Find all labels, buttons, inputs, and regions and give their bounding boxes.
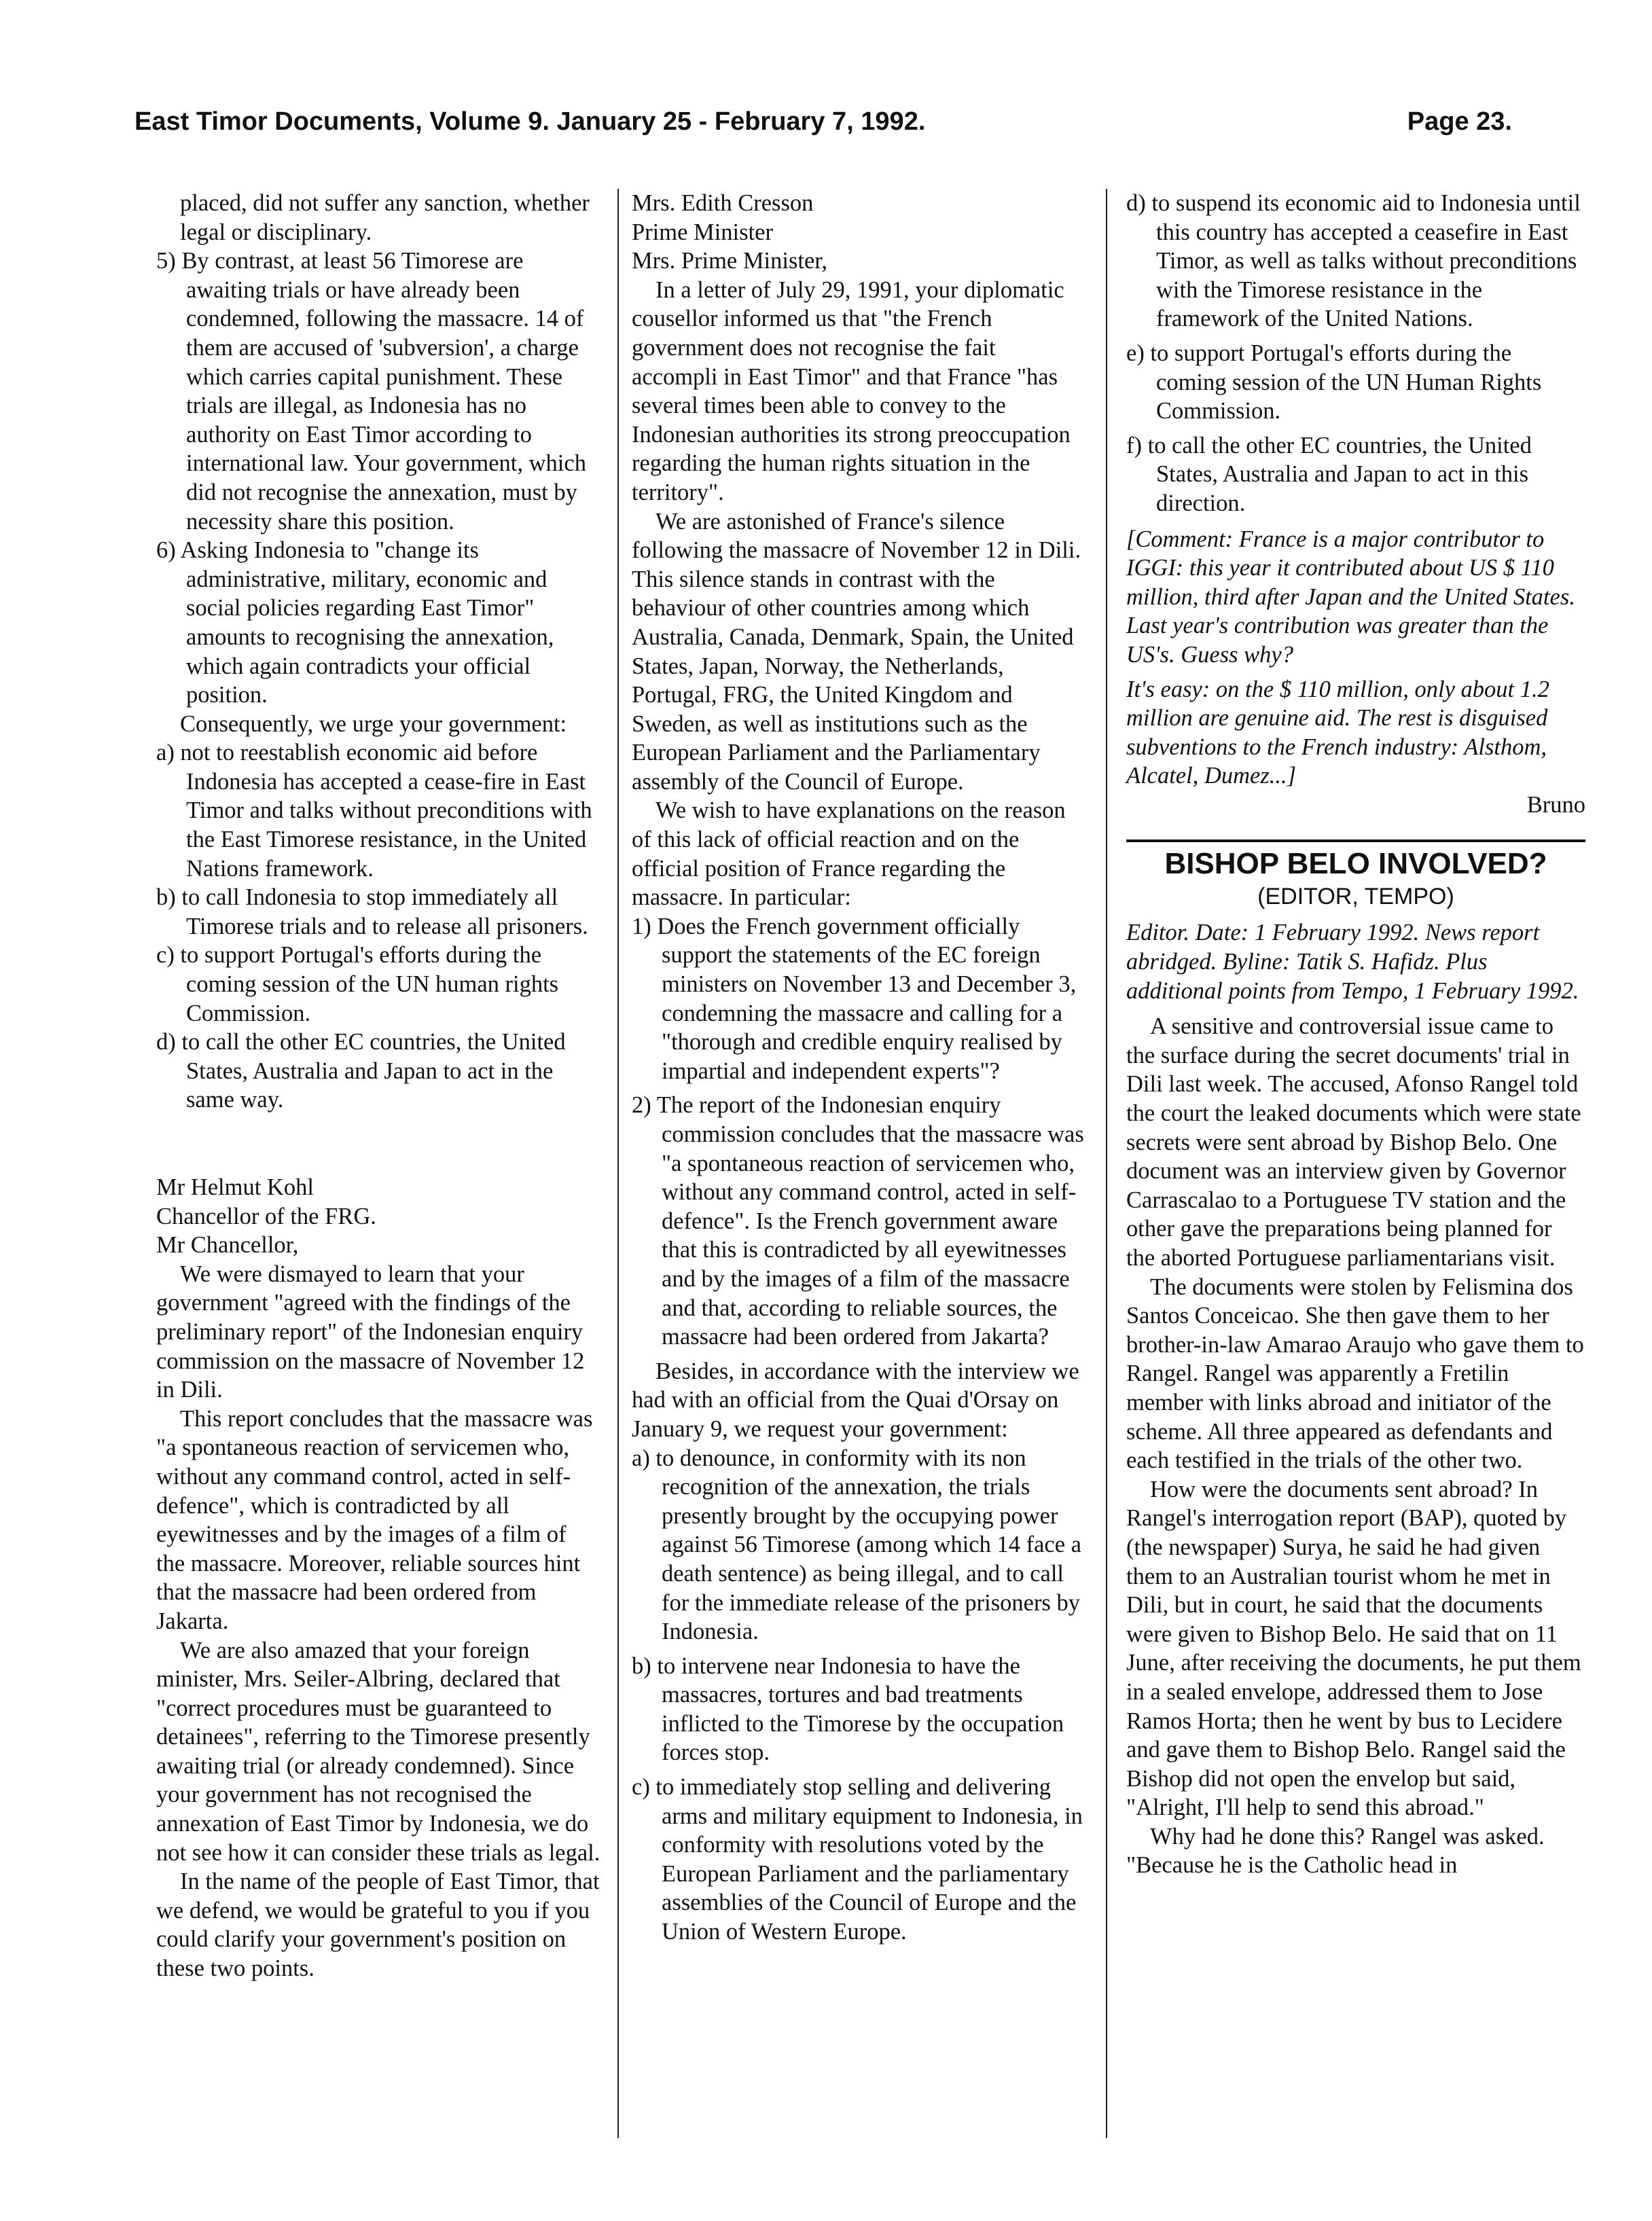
paragraph: This report concludes that the massacre was "a spontaneous reaction of servicemen who, without any command control, acted in self-defence", which is contradicted by all eyewitnesses and by the images of a film of the massacre. Moreover, reliable sources hint that the massacre had been ordered from Jakarta. — [156, 1405, 593, 1634]
addressee-name: Mr Helmut Kohl — [156, 1174, 314, 1200]
list-item: 6) Asking Indonesia to "change its administrative, military, economic and social policies regarding East Timor" amounts to recognising the annexation, which again contradicts your official position. — [156, 537, 554, 708]
list-item: e) to support Portugal's efforts during the coming session of the UN Human Rights Commission. — [1126, 340, 1542, 425]
editor-comment: [Comment: France is a major contributor to IGGI: this year it contributed about US $ 110 million, third after Japan and the United States. Last year's contribution was greater than the US's. Guess why? — [1126, 526, 1575, 668]
paragraph: We are astonished of France's silence following the massacre of November 12 in Dili. This silence stands in contrast with the behaviour of other countries among which Australia, Canada, Denmark, Spain, the United States, Japan, Norway, the Netherlands, Portugal, FRG, the United Kingdom and Sweden, as well as institutions such as the European Parliament and the Parliamentary assembly of the Council of Europe. — [632, 508, 1081, 795]
paragraph: placed, did not suffer any sanction, whether legal or disciplinary. — [180, 190, 590, 245]
salutation: Mrs. Prime Minister, — [632, 248, 828, 274]
list-item: c) to support Portugal's efforts during the coming session of the UN human rights Commission. — [156, 942, 559, 1026]
paragraph: How were the documents sent abroad? In Rangel's interrogation report (BAP), quoted by (the newspaper) Surya, he said he had given them to an Australian tourist whom he met in Dili, but in court, he said that the documents were given to Bishop Belo. He said that on 11 June, after receiving the documents, he put them in a sealed envelope, addressed them to Jose Ramos Horta; then he went by bus to Lecidere and gave them to Bishop Belo. Rangel said the Bishop did not open the envelop but said, "Alright, I'll help to send this abroad." — [1126, 1476, 1581, 1821]
addressee-title: Chancellor of the FRG. — [156, 1203, 376, 1229]
paragraph: The documents were stolen by Felismina dos Santos Conceicao. She then gave them to her brother-in-law Amarao Araujo who gave them to Rangel. Rangel was apparently a Fretilin member with links abroad and initiator of the scheme. All three appeared as defendants and each testified in the trials of the other two. — [1126, 1274, 1584, 1474]
column-2 — [632, 189, 1087, 1947]
section-divider — [1126, 839, 1585, 842]
list-item: 5) By contrast, at least 56 Timorese are awaiting trials or have already been condemned, following the massacre. 14 of them are accused of 'subversion', a charge which carries capital punishment. These trials are illegal, as Indonesia has no authority on East Timor according to international law. Your government, which did not recognise the annexation, must by necessity share this position. — [156, 248, 586, 535]
list-item: a) not to reestablish economic aid before Indonesia has accepted a cease-fire in East Timor and talks without preconditions with the East Timorese resistance, in the United Nations framework. — [156, 740, 592, 882]
list-item: 1) Does the French government officially support the statements of the EC foreign ministers on November 13 and December 3, condemning the massacre and calling for a "thorough and credible enquiry realised by impartial and independent experts"? — [632, 913, 1077, 1084]
paragraph: A sensitive and controversial issue came to the surface during the secret documents' trial in Dili last week. The accused, Afonso Rangel told the court the leaked documents which were state secrets were sent abroad by Bishop Belo. One document was an interview given by Governor Carrascalao to a Portuguese TV station and the other gave the preparations being planned for the aborted Portuguese parliamentarians visit. — [1126, 1013, 1581, 1271]
paragraph: In the name of the people of East Timor, that we defend, we would be grateful to you if you could clarify your government's position on these two points. — [156, 1868, 600, 1982]
paragraph: In a letter of July 29, 1991, your diplomatic cousellor informed us that "the French government does not recognise the fait accompli in East Timor" and that France "has several times been able to convey to the Indonesian authorities its strong preoccupation regarding the human rights situation in the territory". — [632, 276, 1071, 505]
list-item: b) to intervene near Indonesia to have the massacres, tortures and bad treatments inflicted to the Timorese by the occupation forces stop. — [632, 1653, 1064, 1766]
column-rule-right — [1106, 189, 1107, 2138]
column-rule-left — [617, 189, 619, 2138]
list-item: d) to suspend its economic aid to Indonesia until this country has accepted a ceasefire in East Timor, as well as talks without preconditions with the Timorese resistance in the framework of the United Nations. — [1126, 190, 1581, 332]
column-3 — [1126, 189, 1585, 1880]
column-1 — [156, 189, 600, 1983]
list-item: f) to call the other EC countries, the United States, Australia and Japan to act in this direction. — [1126, 432, 1532, 516]
list-item: b) to call Indonesia to stop immediately all Timorese trials and to release all prisoners. — [156, 884, 588, 939]
addressee-name: Mrs. Edith Cresson — [632, 190, 814, 216]
paragraph: Why had he done this? Rangel was asked. "Because he is the Catholic head in — [1126, 1823, 1545, 1879]
running-header-title: East Timor Documents, Volume 9. January 25 - February 7, 1992. — [134, 107, 926, 136]
list-item: d) to call the other EC countries, the United States, Australia and Japan to act in the same way. — [156, 1029, 566, 1113]
paragraph: We are also amazed that your foreign minister, Mrs. Seiler-Albring, declared that "correct procedures must be guaranteed to detainees", referring to the Timorese presently awaiting trial (or already condemned). Since your government has not recognised the annexation of East Timor by Indonesia, we do not see how it can consider these trials as legal. — [156, 1637, 600, 1866]
page-number: Page 23. — [1407, 107, 1512, 136]
list-item: 2) The report of the Indonesian enquiry commission concludes that the massacre was "a spontaneous reaction of servicemen who, without any command control, acted in self-defence". Is the French government aware that this is contradicted by all eyewitnesses and by the images of a film of the massacre and that, according to reliable sources, the massacre had been ordered from Jakarta? — [632, 1092, 1084, 1350]
editor-comment: It's easy: on the $ 110 million, only about 1.2 million are genuine aid. The rest is disguised subventions to the French industry: Alsthom, Alcatel, Dumez...] — [1126, 676, 1549, 789]
list-item: c) to immediately stop selling and delivering arms and military equipment to Indonesia, in conformity with resolutions voted by the European Parliament and the parliamentary assemblies of the Council of Europe and the Union of Western Europe. — [632, 1774, 1083, 1945]
paragraph: Consequently, we urge your government: — [180, 710, 567, 737]
paragraph: Besides, in accordance with the interview we had with an official from the Quai d'Orsay on January 9, we request your government: — [632, 1358, 1079, 1442]
paragraph: We were dismayed to learn that your government "agreed with the findings of the preliminary report" of the Indonesian enquiry commission on the massacre of November 12 in Dili. — [156, 1261, 585, 1403]
salutation: Mr Chancellor, — [156, 1232, 299, 1259]
article-meta: Editor. Date: 1 February 1992. News report abridged. Byline: Tatik S. Hafidz. Plus additional points from Tempo, 1 February 1992. — [1126, 920, 1579, 1004]
signature: Bruno — [1526, 791, 1585, 818]
article-heading: BISHOP BELO INVOLVED? — [1164, 847, 1547, 881]
list-item: a) to denounce, in conformity with its non recognition of the annexation, the trials presently brought by the occupying power against 56 Timorese (among which 14 face a death sentence) as being illegal, and to call for the immediate release of the prisoners by Indonesia. — [632, 1445, 1081, 1645]
paragraph: We wish to have explanations on the reason of this lack of official reaction and on the official position of France regarding the massacre. In particular: — [632, 797, 1066, 911]
article-subheading: (EDITOR, TEMPO) — [1257, 884, 1454, 910]
addressee-title: Prime Minister — [632, 219, 773, 245]
